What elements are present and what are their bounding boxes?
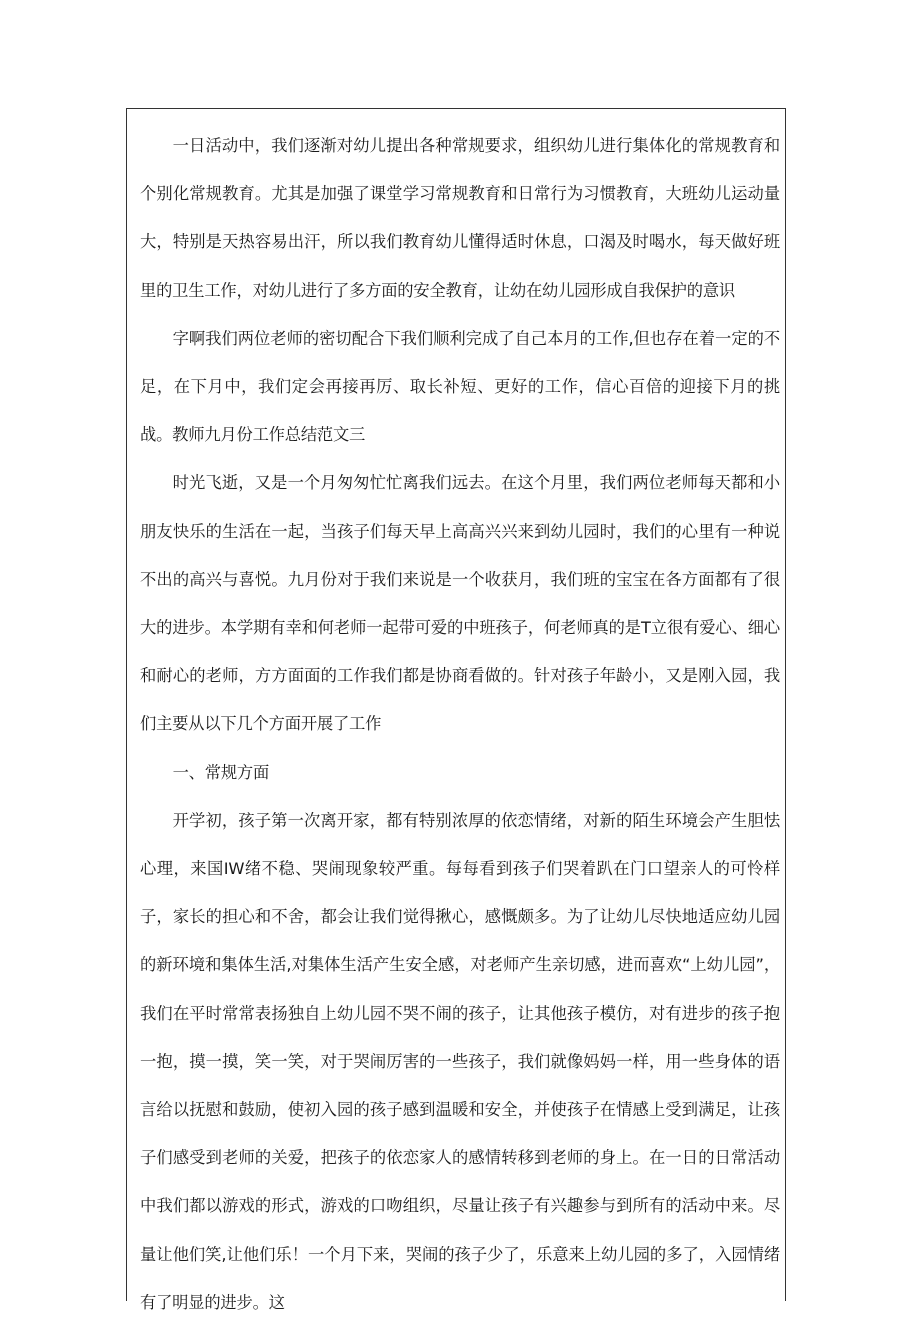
paragraph-cooperation: 字啊我们两位老师的密切配合下我们顺利完成了自己本月的工作,但也存在着一定的不足，在下月中，我们定会再接再厉、取长补短、更好的工作，信心百倍的迎接下月的挑战。教师九月份工作总结范文三	[140, 328, 780, 445]
paragraph-time-flies: 时光飞逝，又是一个月匆匆忙忙离我们远去。在这个月里，我们两位老师每天都和小朋友快乐的生活在一起，当孩子们每天早上高高兴兴来到幼儿园时，我们的心里有一种说不出的高兴与喜悦。九月份对于我们来说是一个收获月，我们班的宝宝在各方面都有了很大的进步。本学期有幸和何老师一起带可爱的中班孩子，何老师真的是T立很有爱心、细心和耐心的老师，方方面面的工作我们都是协商看做的。针对孩子年龄小，又是刚入园，我们主要从以下几个方面开展了工作	[140, 473, 780, 734]
paragraph-daily-routine: 一日活动中，我们逐渐对幼儿提出各种常规要求，组织幼儿进行集体化的常规教育和个别化常规教育。尤其是加强了课堂学习常规教育和日常行为习惯教育，大班幼儿运动量大，特别是天热容易出汗，所以我们教育幼儿懂得适时休息，口渴及时喝水，每天做好班里的卫生工作，对幼儿进行了多方面的安全教育，让幼在幼儿园形成自我保护的意识	[140, 136, 780, 300]
document-body	[140, 122, 780, 1327]
section-heading-routine: 一、常规方面	[172, 762, 270, 782]
paragraph-start-of-term: 开学初，孩子第一次离开家，都有特别浓厚的依恋情绪，对新的陌生环境会产生胆怯心理，来国IW绪不稳、哭闹现象较严重。每每看到孩子们哭着趴在门口望亲人的可怜样子，家长的担心和不舍，都会让我们觉得揪心，感慨颇多。为了让幼儿尽快地适应幼儿园的新环境和集体生活,对集体生活产生安全感，对老师产生亲切感，进而喜欢“上幼儿园”，我们在平时常常表扬独自上幼儿园不哭不闹的孩子，让其他孩子模仿，对有进步的孩子抱一抱，摸一摸，笑一笑，对于哭闹厉害的一些孩子，我们就像妈妈一样，用一些身体的语言给以抚慰和鼓励，使初入园的孩子感到温暖和安全，并使孩子在情感上受到满足，让孩子们感受到老师的关爱，把孩子的依恋家人的感情转移到老师的身上。在一日的日常活动中我们都以游戏的形式，游戏的口吻组织，尽量让孩子有兴趣参与到所有的活动中来。尽量让他们笑,让他们乐！一个月下来，哭闹的孩子少了，乐意来上幼儿园的多了，入园情绪有了明显的进步。这	[140, 810, 780, 1312]
